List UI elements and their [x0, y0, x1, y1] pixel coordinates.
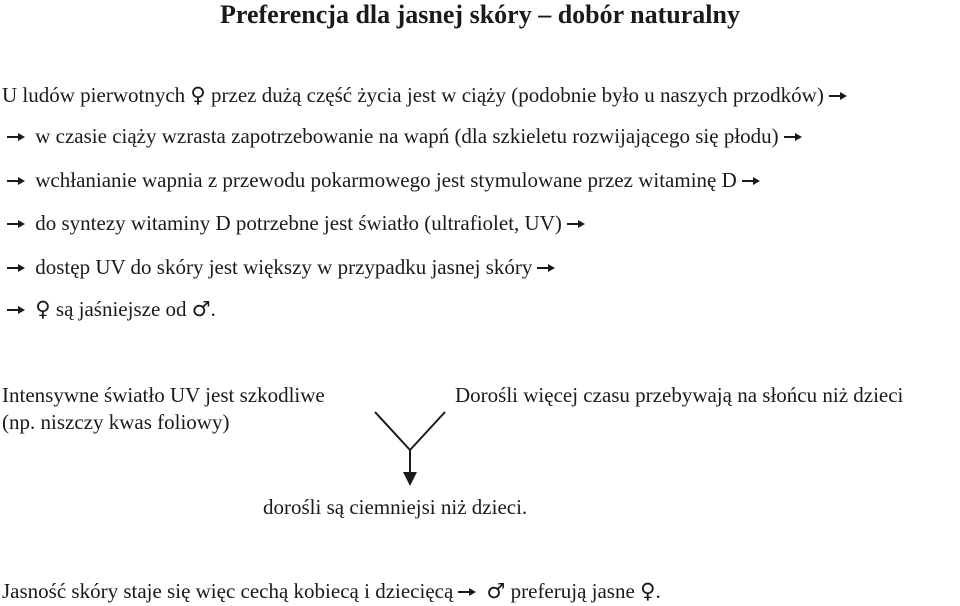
arrow-right-icon — [6, 218, 26, 230]
uv-harm-line-1: Intensywne światło UV jest szkodliwe — [2, 383, 325, 407]
line-3-text: wchłanianie wapnia z przewodu pokarmowego jest stymulowane przez witaminę D — [35, 168, 737, 192]
arrow-right-icon — [828, 90, 848, 102]
uv-harm-line-2: (np. niszczy kwas foliowy) — [2, 410, 230, 434]
adults-sun-line-1: Dorośli więcej czasu przebywają na słońcu niż dzieci — [455, 383, 904, 407]
arrow-right-icon — [457, 586, 477, 598]
final-part-2: preferują jasne — [510, 579, 635, 603]
arrow-right-icon — [536, 262, 556, 274]
text-line-4 — [2, 210, 590, 236]
female-symbol-icon: ♀ — [640, 579, 656, 603]
text-line-3 — [2, 167, 765, 193]
line-1-start: U ludów pierwotnych — [2, 83, 186, 107]
text-line-6 — [2, 296, 216, 322]
uv-harm-note — [2, 382, 325, 436]
final-part-3: . — [655, 579, 661, 603]
line-1-end: przez dużą część życia jest w ciąży (podobnie było u naszych przodków) — [211, 83, 824, 107]
arrow-right-icon — [783, 131, 803, 143]
arrow-right-icon — [741, 175, 761, 187]
line-6-text: są jaśniejsze od — [55, 297, 187, 321]
adults-sun-note — [455, 382, 903, 409]
merge-arrow-icon — [370, 400, 450, 492]
final-statement — [2, 578, 661, 604]
text-line-1 — [2, 82, 852, 108]
line-4-text: do syntezy witaminy D potrzebne jest światło (ultrafiolet, UV) — [35, 211, 562, 235]
line-2-text: w czasie ciąży wzrasta zapotrzebowanie na wapń (dla szkieletu rozwijającego się płodu) — [35, 124, 779, 148]
text-line-5 — [2, 254, 560, 280]
arrow-right-icon — [6, 262, 26, 274]
arrow-right-icon — [566, 218, 586, 230]
male-symbol-icon: ♂ — [191, 297, 211, 321]
page-title: Preferencja dla jasnej skóry – dobór naturalny — [220, 0, 740, 29]
arrow-right-icon — [6, 131, 26, 143]
text-line-2 — [2, 123, 807, 149]
line-5-text: dostęp UV do skóry jest większy w przypadku jasnej skóry — [35, 255, 533, 279]
conclusion-text: dorośli są ciemniejsi niż dzieci. — [263, 495, 528, 519]
female-symbol-icon: ♀ — [190, 83, 206, 107]
arrow-right-icon — [6, 175, 26, 187]
female-symbol-icon: ♀ — [35, 297, 51, 321]
arrow-right-icon — [6, 304, 26, 316]
final-part-1: Jasność skóry staje się więc cechą kobiecą i dziecięcą — [2, 579, 454, 603]
line-6-end: . — [210, 297, 216, 321]
male-symbol-icon: ♂ — [486, 579, 506, 603]
